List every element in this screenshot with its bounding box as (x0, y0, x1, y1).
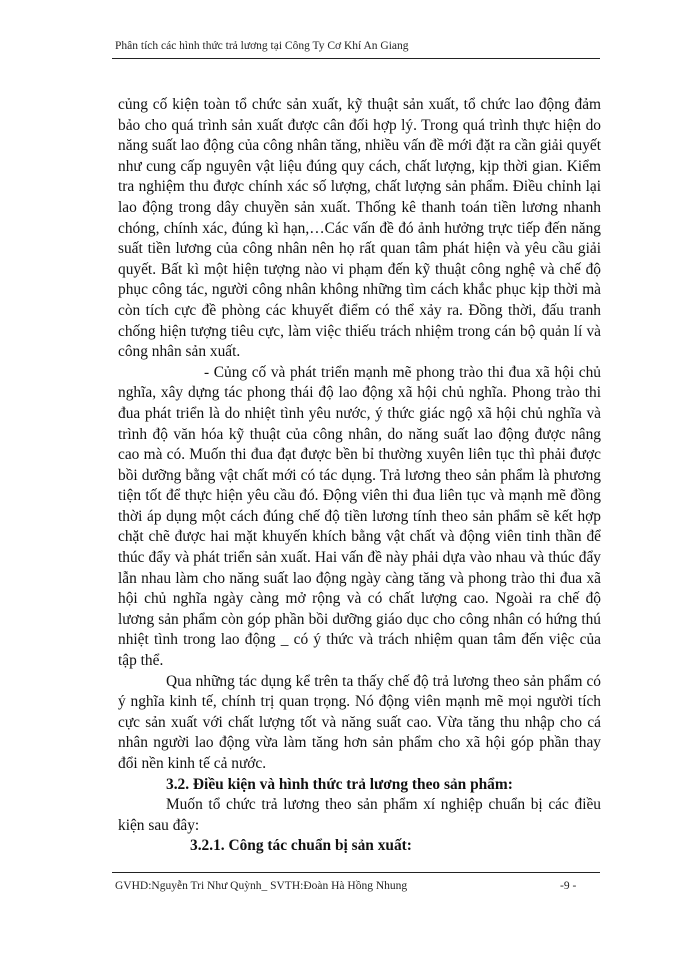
subsection-heading-3-2-1: 3.2.1. Công tác chuẩn bị sản xuất: (190, 837, 412, 855)
page-number: -9 - (560, 880, 577, 892)
header-divider (112, 58, 600, 59)
paragraph-4: Muốn tổ chức trả lương theo sản phẩm xí nghiệp chuẩn bị các điều kiện sau đây: (118, 796, 601, 834)
section-heading-3-2: 3.2. Điều kiện và hình thức trả lương theo sản phẩm: (166, 775, 513, 793)
paragraph-1: củng cố kiện toàn tổ chức sản xuất, kỹ thuật sản xuất, tổ chức lao động đảm bảo cho quá trình sản xuất được cân đối hợp lý. Trong quá trình thực hiện do năng suất lao động của công nhân tăng, nhiều vấn đề mới đặt ra cần giải quyết như cung cấp nguyên vật liệu đúng quy cách, chất lượng, kịp thời gian. Kiểm tra nghiệm thu được chính xác số lượng, chất lượng sản phẩm. Điều chỉnh lại lao động trong dây chuyền sản xuất. Thống kê thanh toán tiền lương nhanh chóng, chính xác, đúng kì hạn,…Các vấn đề đó ảnh hưởng trực tiếp đến năng suất tiền lương của công nhân nên họ rất quan tâm phát hiện và yêu cầu giải quyết. Bất kì một hiện tượng nào vi phạm đến kỹ thuật công nghệ và chế độ phục công tác, người công nhân không những tìm cách khắc phục kịp thời mà còn tích cực đề phòng các khuyết điểm có thể xảy ra. Đồng thời, đấu tranh chống hiện tượng tiêu cực, làm việc thiếu trách nhiệm trong cán bộ quản lí và công nhân sản xuất. (118, 96, 601, 361)
document-body (118, 95, 601, 857)
paragraph-2: - Củng cố và phát triển mạnh mẽ phong trào thi đua xã hội chủ nghĩa, xây dựng tác phong thái độ lao động xã hội chủ nghĩa. Phong trào thi đua phát triển là do nhiệt tình yêu nước, ý thức giác ngộ xã hội chủ nghĩa và trình độ văn hóa kỹ thuật của công nhân, do năng suất lao động được nâng cao mà có. Muốn thi đua đạt được bền bỉ thường xuyên liên tục thì phải được bồi dưỡng bằng vật chất mới có tác dụng. Trả lương theo sản phẩm là phương tiện tốt để thực hiện yêu cầu đó. Động viên thi đua liên tục và mạnh mẽ đồng thời áp dụng một cách đúng chế độ tiền lương tính theo sản phẩm sẽ kết hợp chặt chẽ được hai mặt khuyến khích bằng vật chất và động viên tinh thần để thúc đẩy và phát triển sản xuất. Hai vấn đề này phải dựa vào nhau và thúc đẩy lẫn nhau làm cho năng suất lao động ngày càng tăng và phong trào thi đua xã hội chủ nghĩa ngày càng mở rộng và có chất lượng cao. Ngoài ra chế độ lương sản phẩm còn góp phần bồi dưỡng giáo dục cho công nhân có hứng thú nhiệt tình trong lao động _ có ý thức và trách nhiệm quan tâm đến việc của tập thể. (118, 363, 601, 670)
page-header: Phân tích các hình thức trả lương tại Công Ty Cơ Khí An Giang (115, 40, 409, 52)
paragraph-3: Qua những tác dụng kể trên ta thấy chế độ trả lương theo sản phẩm có ý nghĩa kinh tế, chính trị quan trọng. Nó động viên mạnh mẽ mọi người tích cực sản xuất với chất lượng tốt và năng suất cao. Vừa tăng thu nhập cho cá nhân người lao động vừa làm tăng hơn sản phẩm cho xã hội góp phần thay đổi nền kinh tế cả nước. (118, 672, 601, 772)
footer-divider (112, 872, 600, 873)
footer-authors: GVHD:Nguyễn Tri Như Quỳnh_ SVTH:Đoàn Hà Hồng Nhung (115, 880, 408, 892)
